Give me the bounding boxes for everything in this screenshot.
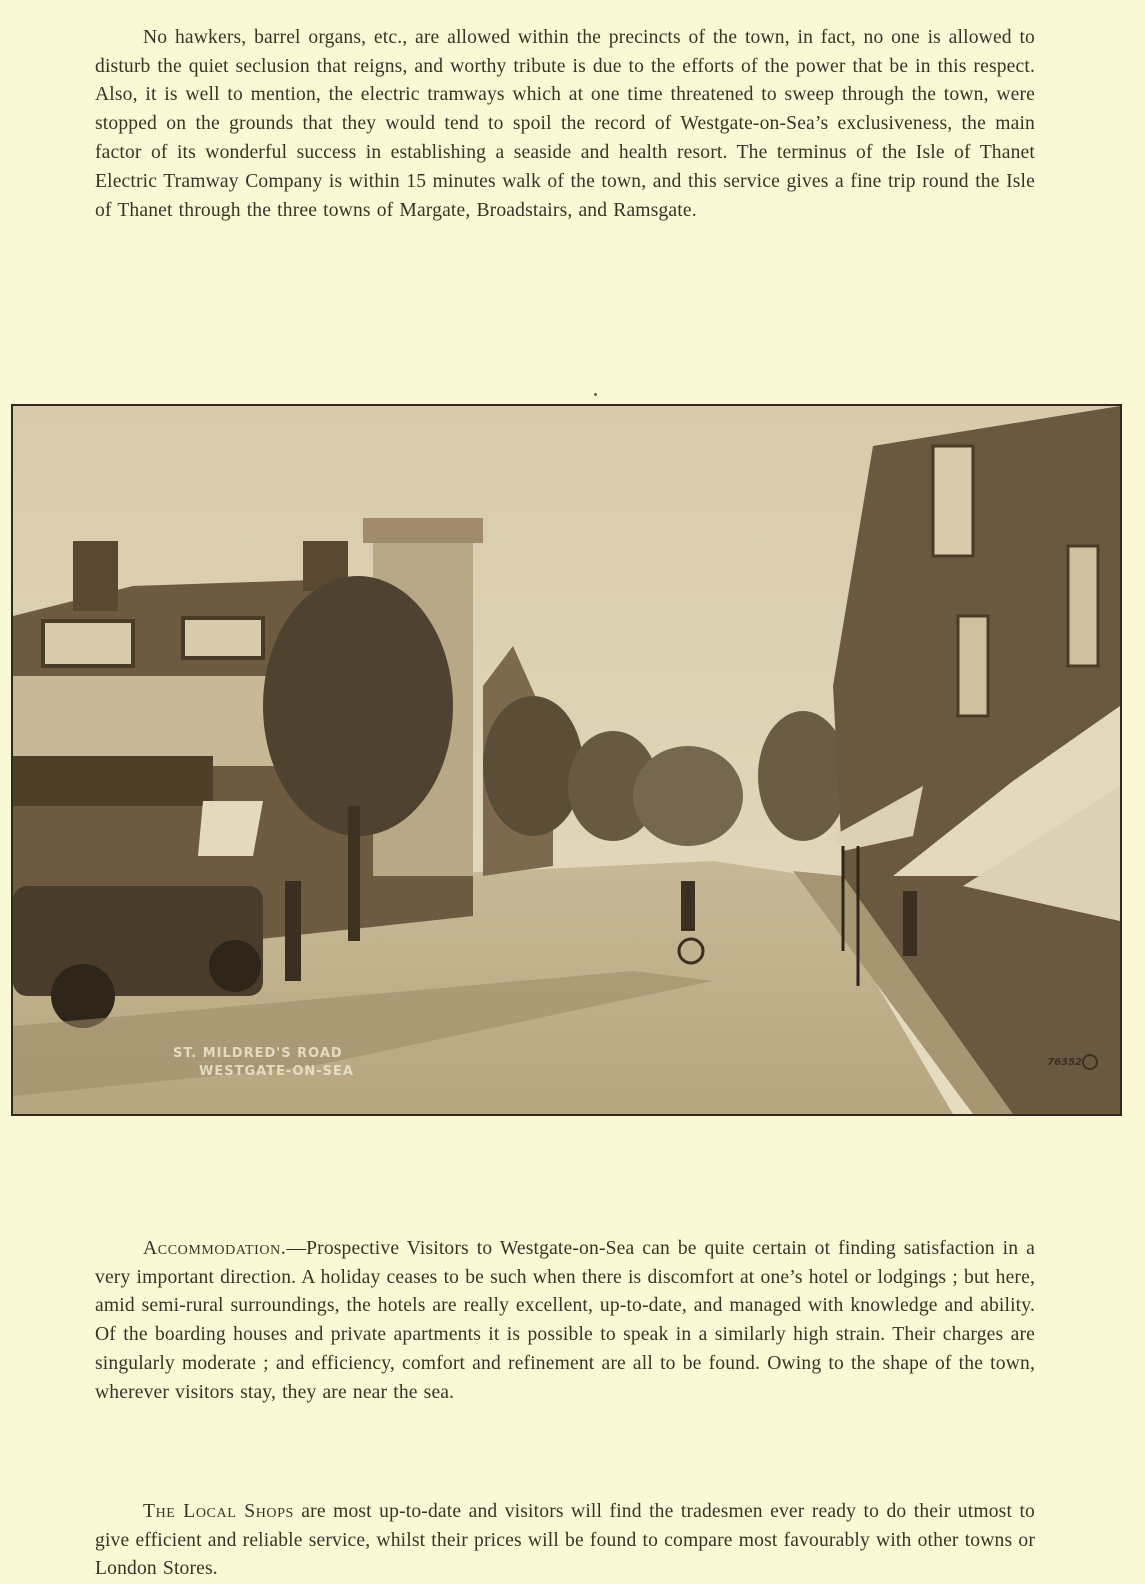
dormer-window: [183, 618, 263, 658]
tree: [633, 746, 743, 846]
photo-caption-line-2: WESTGATE-ON-SEA: [199, 1064, 354, 1079]
tower-battlement: [363, 518, 483, 543]
cyclist: [681, 881, 695, 931]
window: [958, 616, 988, 716]
paragraph-text: No hawkers, barrel organs, etc., are allowed within the precincts of the town, in fact, no one is allowed to disturb the quiet seclusion that reigns, and worthy tribute is due to the efforts of the power that be in this respect. Also, it is well to mention, the electric tramways which at one time threatened to sweep through the town, were stopped on the grounds that they would tend to spoil the record of Westgate-on-Sea’s exclusiveness, the main factor of its wonderful success in establishing a seaside and health resort. The terminus of the Isle of Thanet Electric Tramway Company is within 15 minutes walk of the town, and this service gives a fine trip round the Isle of Thanet through the three towns of Margate, Broadstairs, and Ramsgate.: [95, 26, 1035, 222]
publisher-mark-icon: [1082, 1054, 1098, 1070]
bay-window: [933, 446, 973, 556]
photo-caption-line-1: ST. MILDRED'S ROAD: [173, 1046, 343, 1061]
car-wheel: [209, 940, 261, 992]
paragraph-local-shops: [95, 1498, 1035, 1584]
tree: [483, 696, 583, 836]
photograph-st-mildreds-road: [11, 404, 1122, 1116]
facade: [13, 676, 293, 766]
speck: [594, 393, 597, 396]
pedestrian: [285, 881, 301, 981]
tree: [758, 711, 848, 841]
chimney: [73, 541, 118, 611]
photo-scene: [13, 406, 1120, 1114]
tree: [263, 576, 453, 836]
tree-trunk: [348, 806, 360, 941]
dormer-window: [43, 621, 133, 666]
section-heading: The Local Shops: [143, 1500, 294, 1522]
pedestrian: [903, 891, 917, 956]
paragraph-text: are most up-to-date and visitors will find the tradesmen ever ready to do their utmost to give efficient and reliable service, whilst their prices will be found to compare most favourably with other towns or London Stores.: [95, 1500, 1035, 1580]
paragraph-text: —Prospective Visitors to Westgate-on-Sea can be quite certain ot finding satisfaction in a very important direction. A holiday ceases to be such when there is discomfort at one’s hotel or lodgings ; but here, amid semi-rural surroundings, the hotels are really excellent, up-to-date, and managed with knowledge and ability. Of the boarding houses and private apartments it is possible to speak in a similarly high strain. Their charges are singularly moderate ; and efficiency, comfort and refinement are all to be found. Owing to the shape of the town, wherever visitors stay, they are near the sea.: [95, 1237, 1035, 1404]
awning: [198, 801, 263, 856]
shop-sign-board: [13, 756, 213, 806]
paragraph-tramways: [95, 24, 1035, 226]
paragraph-accommodation: [95, 1235, 1035, 1408]
section-heading: Accommodation.: [143, 1237, 287, 1259]
window: [1068, 546, 1098, 666]
plate-number: 76352: [1047, 1057, 1082, 1068]
